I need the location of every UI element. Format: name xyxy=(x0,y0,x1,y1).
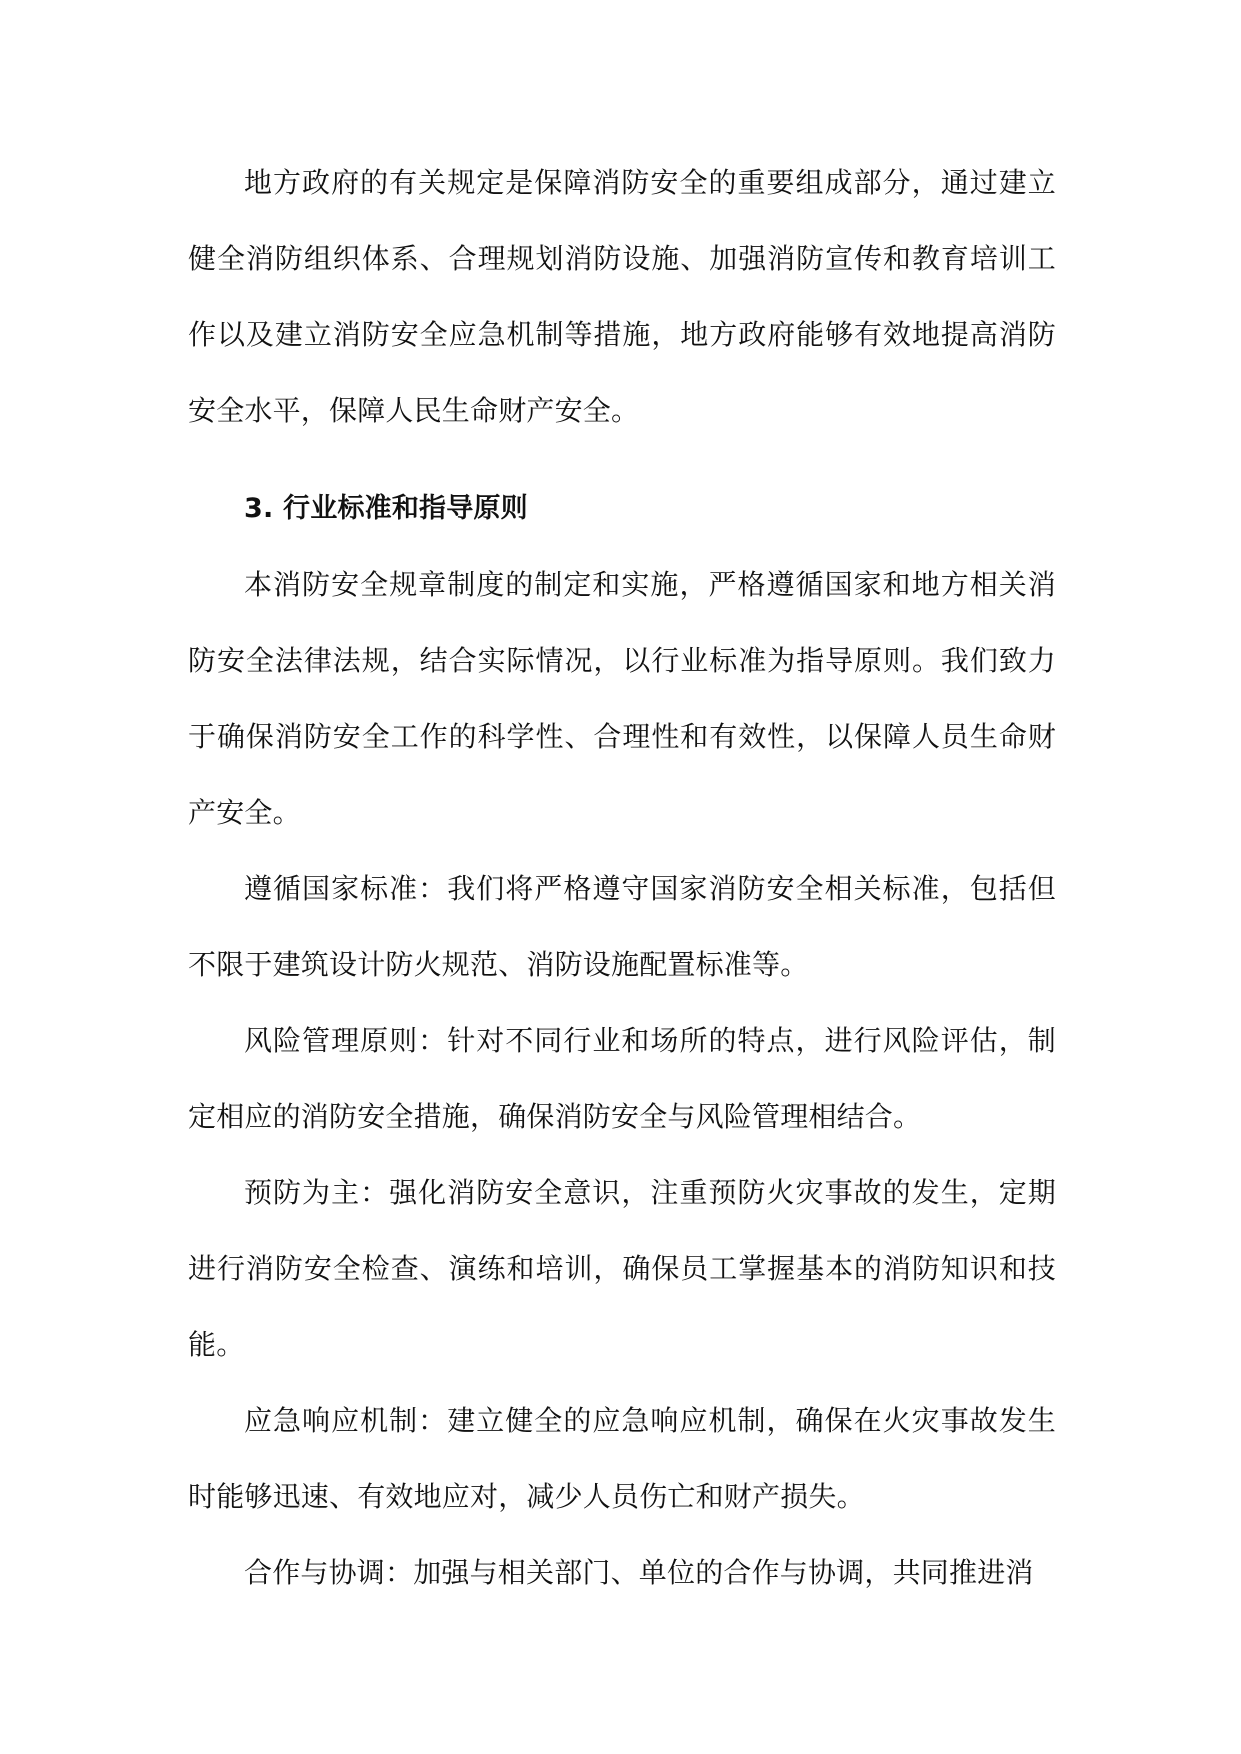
paragraph-emergency-response: 应急响应机制：建立健全的应急响应机制，确保在火灾事故发生时能够迅速、有效地应对，减少人员伤亡和财产损失。 xyxy=(188,1404,1056,1513)
paragraph-prevention: 预防为主：强化消防安全意识，注重预防火灾事故的发生，定期进行消防安全检查、演练和培训，确保员工掌握基本的消防知识和技能。 xyxy=(188,1176,1056,1361)
section-heading: 3. 行业标准和指导原则 xyxy=(244,493,528,524)
paragraph-overview: 本消防安全规章制度的制定和实施，严格遵循国家和地方相关消防安全法律法规，结合实际情况，以行业标准为指导原则。我们致力于确保消防安全工作的科学性、合理性和有效性，以保障人员生命财产安全。 xyxy=(188,568,1056,829)
paragraph-risk-management: 风险管理原则：针对不同行业和场所的特点，进行风险评估，制定相应的消防安全措施，确保消防安全与风险管理相结合。 xyxy=(188,1024,1056,1133)
paragraph-cooperation: 合作与协调：加强与相关部门、单位的合作与协调，共同推进消 xyxy=(244,1556,1034,1589)
intro-paragraph: 地方政府的有关规定是保障消防安全的重要组成部分，通过建立健全消防组织体系、合理规划消防设施、加强消防宣传和教育培训工作以及建立消防安全应急机制等措施，地方政府能够有效地提高消防安全水平，保障人民生命财产安全。 xyxy=(188,166,1056,427)
document-page xyxy=(188,145,1056,1611)
paragraph-national-standards: 遵循国家标准：我们将严格遵守国家消防安全相关标准，包括但不限于建筑设计防火规范、消防设施配置标准等。 xyxy=(188,872,1056,981)
